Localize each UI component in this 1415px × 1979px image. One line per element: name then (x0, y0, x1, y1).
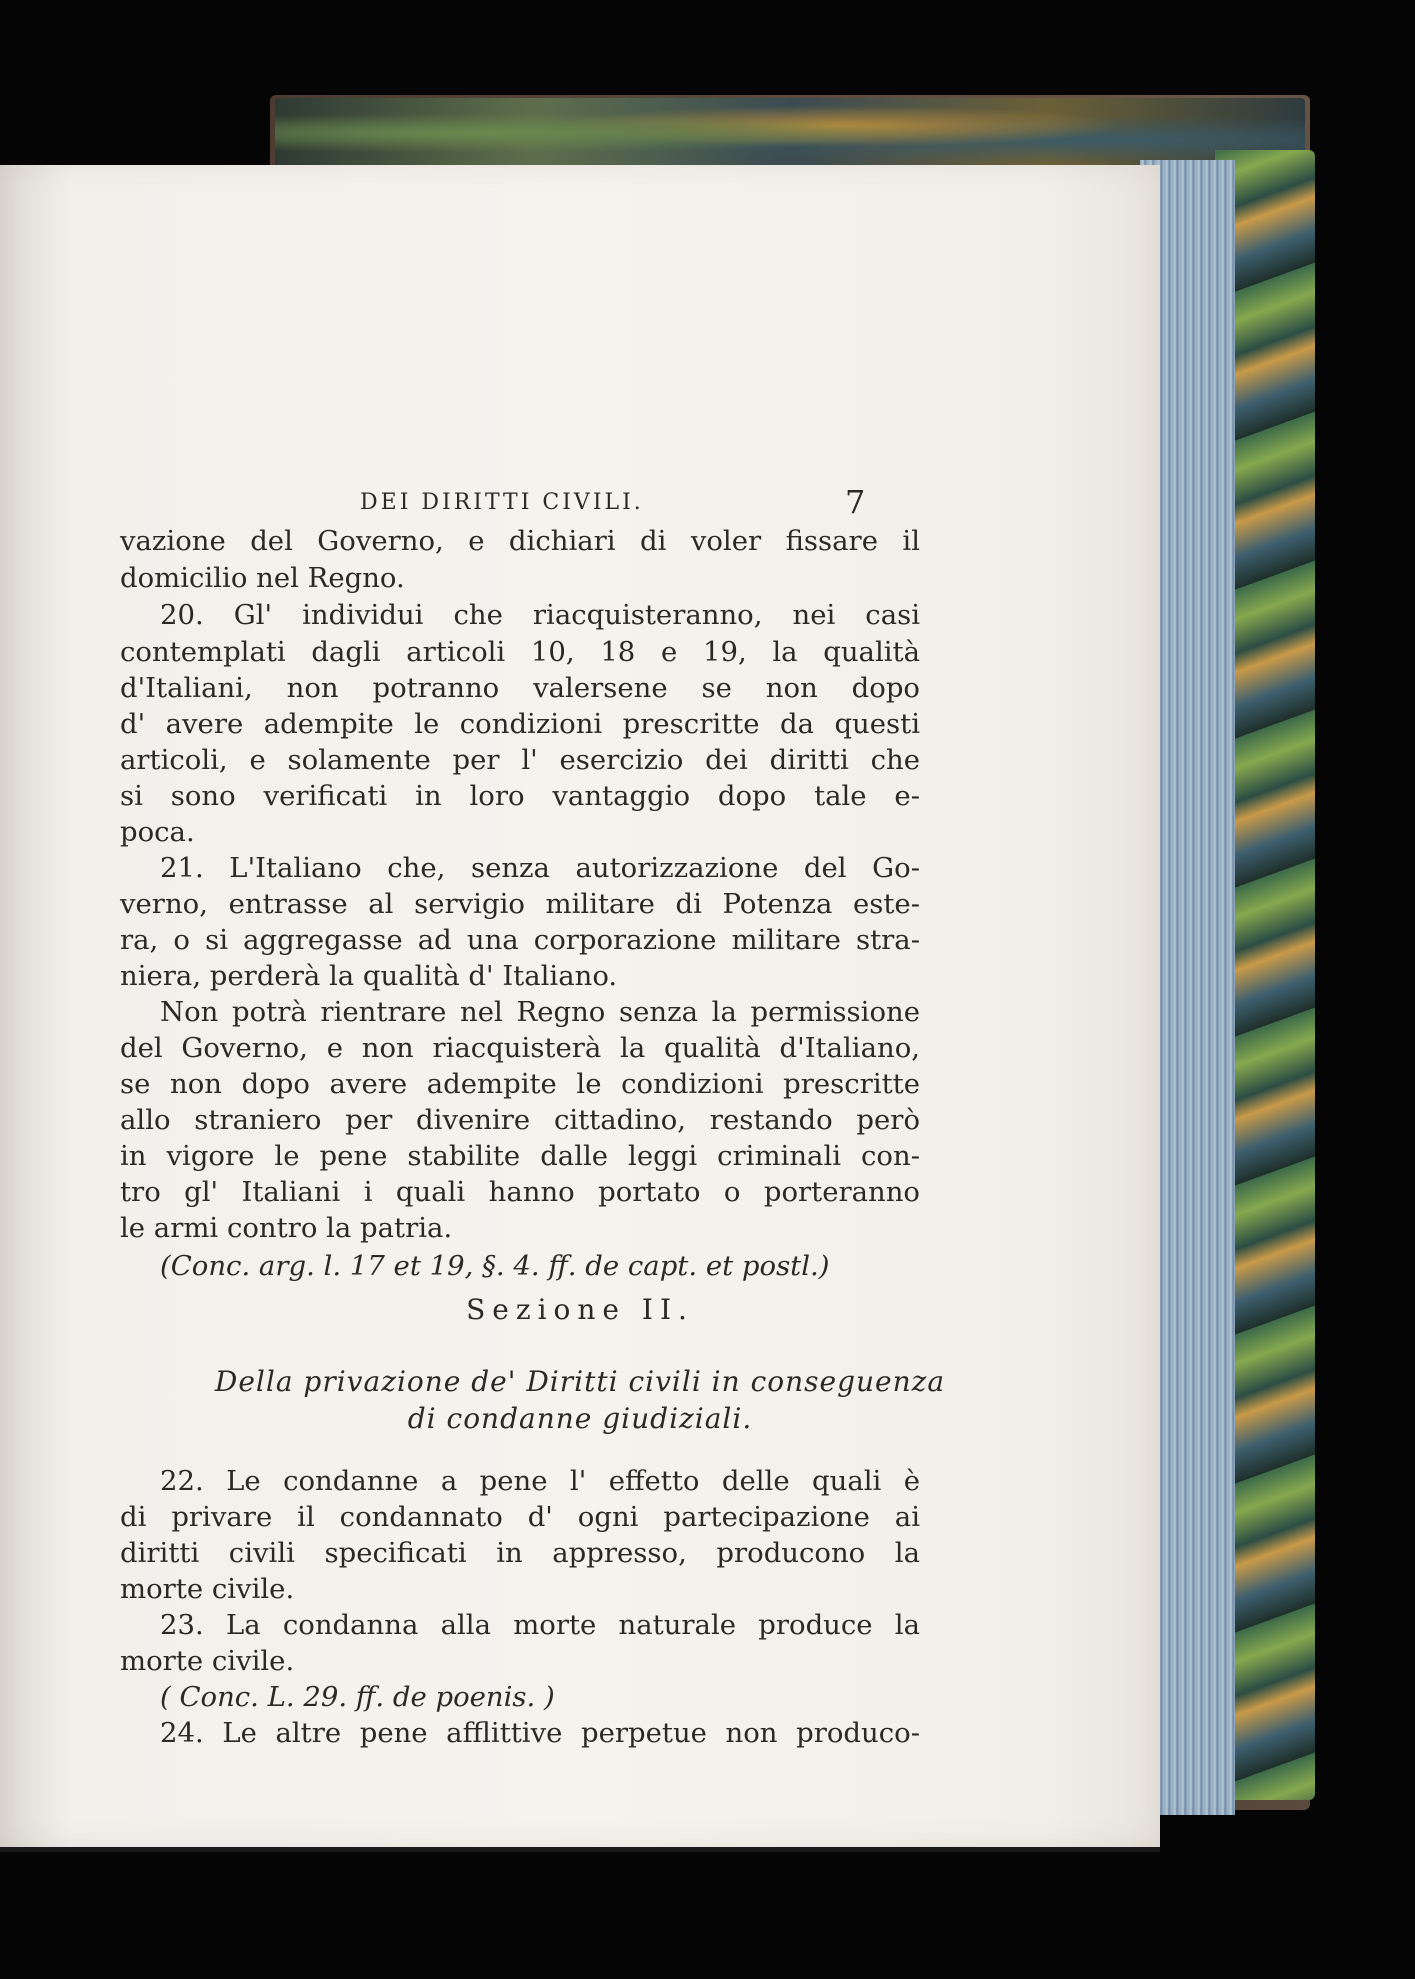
text-line: di privare il condannato d' ogni partecipazione ai (120, 1501, 920, 1533)
text-line: in vigore le pene stabilite dalle leggi criminali con- (120, 1140, 920, 1172)
text-line: 21. L'Italiano che, senza autorizzazione del Go- (160, 852, 920, 884)
text-line: verno, entrasse al servigio militare di Potenza este- (120, 888, 920, 920)
section-subtitle-line2: di condanne giudiziali. (407, 1402, 753, 1435)
text-line: vazione del Governo, e dichiari di voler fissare il (120, 525, 920, 557)
text-line: se non dopo avere adempite le condizioni prescritte (120, 1068, 920, 1100)
page-number: 7 (845, 483, 866, 521)
text-line: 22. Le condanne a pene l' effetto delle quali è (160, 1465, 920, 1497)
text-line: allo straniero per divenire cittadino, restando però (120, 1104, 920, 1136)
text-line: Non potrà rientrare nel Regno senza la permissione (160, 996, 920, 1028)
text-line: diritti civili specificati in appresso, producono la (120, 1537, 920, 1569)
text-line: articoli, e solamente per l' esercizio dei diritti che (120, 744, 920, 776)
text-line: si sono verificati in loro vantaggio dopo tale e- (120, 780, 920, 812)
text-line: 20. Gl' individui che riacquisteranno, nei casi (160, 599, 920, 631)
text-line: d'Italiani, non potranno valersene se non dopo (120, 672, 920, 704)
text-line: morte civile. (120, 1645, 295, 1677)
text-line: del Governo, e non riacquisterà la qualità d'Italiano, (120, 1032, 920, 1064)
section-subtitle-line1: Della privazione de' Diritti civili in conseguenza (214, 1365, 946, 1398)
text-line: morte civile. (120, 1573, 295, 1605)
citation-line: ( Conc. L. 29. ff. de poenis. ) (160, 1681, 555, 1713)
marbled-cover-top (275, 98, 1305, 168)
text-line: tro gl' Italiani i quali hanno portato o porteranno (120, 1176, 920, 1208)
text-line: le armi contro la patria. (120, 1212, 453, 1244)
text-line: 23. La condanna alla morte naturale produce la (160, 1609, 920, 1641)
text-line: contemplati dagli articoli 10, 18 e 19, la qualità (120, 636, 920, 668)
section-heading: Sezione II. (466, 1293, 694, 1326)
book-page (0, 165, 1160, 1847)
text-line: poca. (120, 816, 195, 848)
text-line: d' avere adempite le condizioni prescritte da questi (120, 708, 920, 740)
text-line: domicilio nel Regno. (120, 562, 405, 594)
text-line: ra, o si aggregasse ad una corporazione militare stra- (120, 924, 920, 956)
text-line: niera, perderà la qualità d' Italiano. (120, 960, 618, 992)
citation-line: (Conc. arg. l. 17 et 19, §. 4. ff. de capt. et postl.) (160, 1250, 830, 1282)
running-title: DEI DIRITTI CIVILI. (360, 490, 644, 515)
text-line: 24. Le altre pene afflittive perpetue non produco- (160, 1717, 920, 1749)
